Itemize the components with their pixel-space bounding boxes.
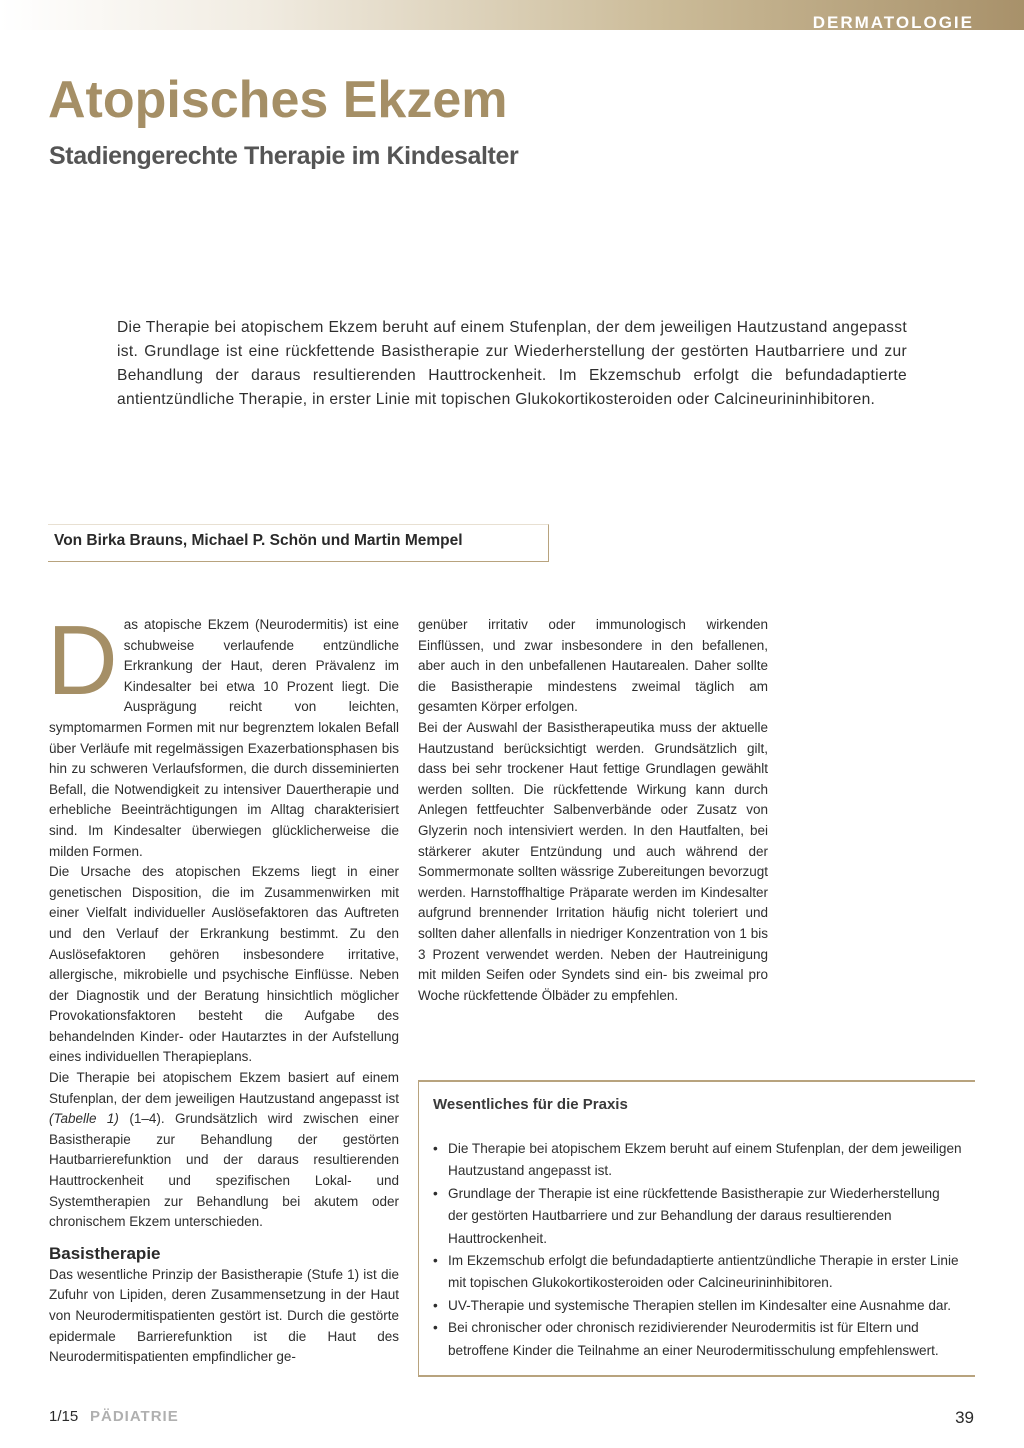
header-band [0,0,1024,30]
bullet-icon: • [433,1185,438,1201]
paragraph-text: (1–4). Grundsätzlich wird zwischen einer Basistherapie zur Behandlung der gestörten Hautbarrierefunktion und der daraus resultierenden Hauttrockenheit und spezifischen Lokal- und Systemtherapien zur Behandlung bei akutem oder chronischem Ekzem unterschieden. [49,1111,399,1230]
body-paragraph [49,1068,399,1233]
list-item: • Die Therapie bei atopischem Ekzem beruht auf einem Stufenplan, der dem jeweiligen Hautzustand angepasst ist. [433,1138,963,1183]
body-column-left [47,605,399,1368]
body-paragraph: genüber irritativ oder immunologisch wirkenden Einflüssen, und zwar insbesondere in den befallenen, aber auch in den unbefallenen Hautarealen. Daher sollte die Basistherapie mindestens zweimal täglich am gesamten Körper erfolgen. [418,617,768,715]
bullet-icon: • [433,1141,438,1156]
bullet-icon: • [433,1297,438,1313]
practice-summary-box [418,1080,975,1377]
list-item: • UV-Therapie und systemische Therapien stellen im Kindesalter eine Ausnahme dar. [433,1295,963,1317]
paragraph-text: as atopische Ekzem (Neurodermitis) ist eine schubweise verlaufende entzündliche Erkrankung der Haut, deren Prävalenz im Kindesalter bei etwa 10 Prozent liegt. Die Ausprägung reicht von leichten, symptomarmen Formen mit nur begrenztem lokalen Befall über Verläufe mit regelmässigen Exazerbationsphasen bis hin zu schweren Verlaufsformen, die durch disseminierten Befall, die Notwendigkeit zu intensiver Dauertherapie und erhebliche Beeinträchtigungen im Alltag charakterisiert sind. Im Kindesalter überwiegen glücklicherweise die milden Formen. [49,617,399,859]
bullet-icon: • [433,1320,438,1336]
drop-cap: D [47,605,118,715]
table-reference: (Tabelle 1) [49,1111,119,1127]
journal-name: PÄDIATRIE [90,1408,179,1425]
list-item: • Im Ekzemschub erfolgt die befundadaptierte antientzündliche Therapie in erster Linie mit topischen Glukokortikosteroiden oder Calcineurininhibitoren. [433,1250,963,1295]
list-item: • Bei chronischer oder chronisch rezidivierender Neurodermitis ist für Eltern und betroffene Kinder die Teilnahme an einer Neurodermitisschulung empfehlenswert. [433,1317,963,1362]
section-heading: Basistherapie [49,1243,161,1263]
body-paragraph: Die Ursache des atopischen Ekzems liegt in einer genetischen Disposition, die im Zusammenwirken mit einer Vielfalt individueller Auslösefaktoren das Auftreten und den Verlauf der Erkrankung bestimmt. Zu den Auslösefaktoren gehören insbesondere irritative, allergische, mikrobielle und psychische Einflüsse. Neben der Diagnostik und der Beratung hinsichtlich möglicher Provokationsfaktoren besteht die Aufgabe des behandelnden Kinder- oder Hautarztes in der Aufstellung eines individuellen Therapieplans. [49,864,399,1065]
paragraph-text: Die Therapie bei atopischem Ekzem basiert auf einem Stufenplan, der dem jeweiligen Hautzustand angepasst ist [49,1070,399,1106]
body-column-right [418,615,768,1006]
summary-list [433,1138,963,1362]
issue-number: 1/15 [49,1408,79,1425]
article-title: Atopisches Ekzem [48,71,508,129]
author-box [48,524,549,562]
article-subtitle: Stadiengerechte Therapie im Kindesalter [49,142,519,170]
list-item: • Grundlage der Therapie ist eine rückfettende Basistherapie zur Wiederherstellung der gestörten Hautbarriere und zur Behandlung der daraus resultierenden Hauttrockenheit. [433,1183,963,1250]
section-label: DERMATOLOGIE [812,13,974,32]
lead-paragraph: Die Therapie bei atopischem Ekzem beruht auf einem Stufenplan, der dem jeweiligen Hautzustand angepasst ist. Grundlage ist eine rückfettende Basistherapie zur Wiederherstellung der gestörten Hautbarriere und zur Behandlung der daraus resultierenden Hauttrockenheit. Im Ekzemschub erfolgt die befundadaptierte antientzündliche Therapie, in erster Linie mit topischen Glukokortikosteroiden oder Calcineurininhibitoren. [117,319,907,408]
author-line: Von Birka Brauns, Michael P. Schön und Martin Mempel [54,532,463,549]
body-paragraph: Das wesentliche Prinzip der Basistherapie (Stufe 1) ist die Zufuhr von Lipiden, deren Zusammensetzung in der Haut von Neurodermitispatienten gestört ist. Durch die gestörte epidermale Barrierefunktion ist die Haut des Neurodermitispatienten empfindlicher ge- [49,1266,399,1365]
body-paragraph: Bei der Auswahl der Basistherapeutika muss der aktuelle Hautzustand berücksichtigt werden. Grundsätzlich gilt, dass bei sehr trockener Haut fettige Grundlagen gewählt werden sollten. Die rückfettende Wirkung kann durch Anlegen fettfeuchter Salbenverbände oder Zusatz von Glyzerin noch intensiviert werden. In den Hautfalten, bei stärkerer akuter Entzündung und auch während der Sommermonate sollten wässrige Zubereitungen bevorzugt werden. Harnstoffhaltige Präparate werden im Kindesalter aufgrund brennender Irritation häufig nicht toleriert und sollten daher allenfalls in niedriger Konzentration von 1 bis 3 Prozent verwendet werden. Neben der Hautreinigung mit milden Seifen oder Syndets sind ein- bis zweimal pro Woche rückfettende Ölbäder zu empfehlen. [418,719,768,1003]
box-title: Wesentliches für die Praxis [433,1096,628,1113]
page-number: 39 [955,1408,974,1427]
bullet-icon: • [433,1253,438,1269]
body-paragraph [47,605,399,862]
